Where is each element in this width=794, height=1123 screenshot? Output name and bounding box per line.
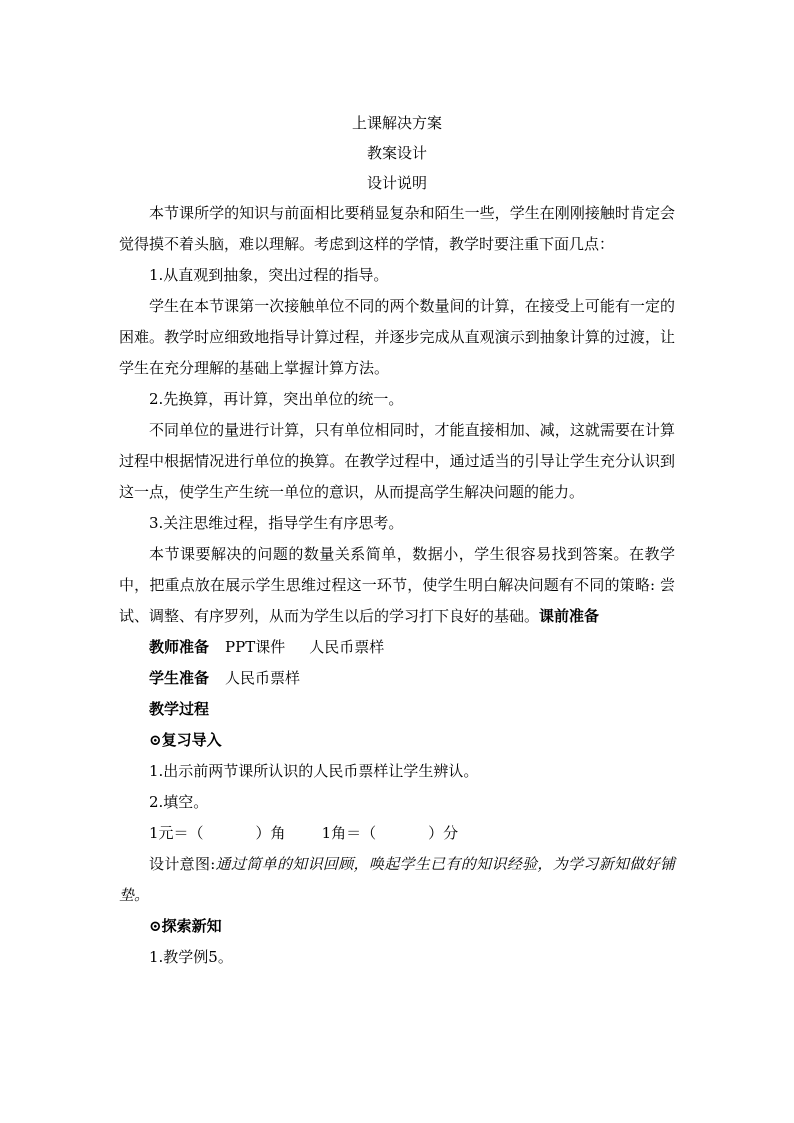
point-2-body: 不同单位的量进行计算，只有单位相同时，才能直接相加、减，这就需要在计算过程中根据情况进行单位的换算。在教学过程中，通过适当的引导让学生充分认识到这一点，使学生产生统一单位的意识，从而提高学生解决问题的能力。 (119, 421, 675, 501)
intro-paragraph: 本节课所学的知识与前面相比要稍显复杂和陌生一些，学生在刚刚接触时肯定会觉得摸不着头脑，难以理解。考虑到这样的学情，教学时要注重下面几点： (119, 204, 675, 253)
point-3-body: 本节课要解决的问题的数量关系简单，数据小，学生很容易找到答案。在教学中，把重点放在展示学生思维过程这一环节，使学生明白解决问题有不同的策略: 尝试、调整、有序罗列，从而为学生以后的学习打下良好的基础。 (119, 545, 675, 625)
pre-class-prep-heading: 课前准备 (539, 607, 600, 625)
student-prep-label: 学生准备 (149, 669, 210, 687)
fill-blank-1-right: ）角 (255, 824, 286, 842)
document-subtitle: 教案设计 (366, 144, 427, 162)
student-prep-line (119, 663, 675, 694)
document-title: 上课解决方案 (351, 114, 442, 132)
teacher-prep-item-1: PPT课件 (225, 638, 286, 656)
point-1-title: 1.从直观到抽象，突出过程的指导。 (149, 266, 389, 284)
fill-blank-line (119, 818, 675, 849)
point-1-body: 学生在本节课第一次接触单位不同的两个数量间的计算，在接受上可能有一定的困难。教学时应细致地指导计算过程，并逐步完成从直观演示到抽象计算的过渡，让学生在充分理解的基础上掌握计算方法。 (119, 297, 675, 377)
review-section-heading: ⊙复习导入 (149, 731, 222, 749)
fill-blank-2-left: 1角＝（ (321, 824, 377, 842)
explore-section-heading: ⊙探索新知 (149, 917, 222, 935)
teaching-process-heading: 教学过程 (149, 700, 210, 718)
review-item-1: 1.出示前两节课所认识的人民币票样让学生辨认。 (149, 762, 479, 780)
fill-blank-2-right: ）分 (428, 824, 459, 842)
design-intent-label: 设计意图: (149, 855, 216, 873)
design-intent-paragraph (119, 849, 675, 911)
review-item-2: 2.填空。 (149, 793, 209, 811)
section-heading: 设计说明 (366, 174, 427, 192)
explore-item-1: 1.教学例5。 (149, 948, 233, 966)
point-3-title: 3.关注思维过程，指导学生有序思考。 (149, 514, 404, 532)
student-prep-item-1: 人民币票样 (225, 669, 301, 687)
document-body (119, 108, 675, 973)
teacher-prep-label: 教师准备 (149, 638, 210, 656)
fill-blank-1-left: 1元＝（ (149, 824, 204, 842)
point-3-paragraph (119, 539, 675, 632)
teacher-prep-line (119, 632, 675, 663)
point-2-title: 2.先换算，再计算，突出单位的统一。 (149, 390, 404, 408)
design-intent-text: 通过简单的知识回顾，唤起学生已有的知识经验，为学习新知做好铺垫。 (119, 855, 675, 904)
teacher-prep-item-2: 人民币票样 (309, 638, 385, 656)
